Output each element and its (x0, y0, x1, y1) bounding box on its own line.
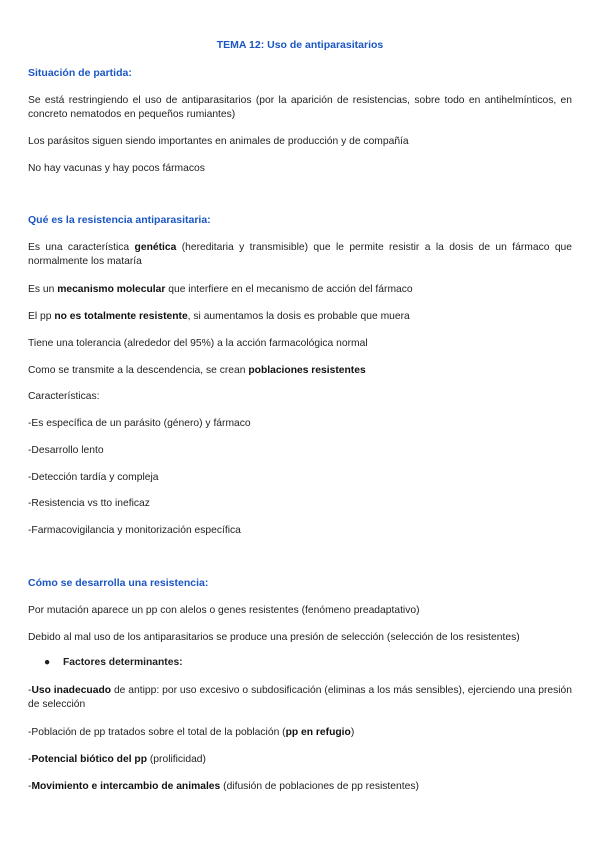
paragraph: Es un mecanismo molecular que interfiere en el mecanismo de acción del fármaco (28, 284, 413, 295)
paragraph: -Movimiento e intercambio de animales (difusión de poblaciones de pp resistentes) (28, 781, 419, 792)
paragraph: -Población de pp tratados sobre el total de la población (pp en refugio) (28, 727, 355, 738)
paragraph: No hay vacunas y hay pocos fármacos (28, 163, 205, 174)
heading-situacion: Situación de partida: (28, 67, 132, 79)
document-title: TEMA 12: Uso de antiparasitarios (216, 39, 384, 51)
list-item: -Resistencia vs tto ineficaz (28, 498, 150, 509)
paragraph: Debido al mal uso de los antiparasitarios se produce una presión de selección (selección de los resistentes) (28, 632, 520, 643)
paragraph: Características: (28, 391, 100, 402)
bullet-icon: ● (44, 657, 51, 668)
heading-resistencia: Qué es la resistencia antiparasitaria: (28, 214, 211, 226)
paragraph: Es una característica genética (hereditaria y transmisible) que le permite resistir a la dosis de un fármaco que normalmente los mataría (28, 242, 572, 267)
paragraph: Tiene una tolerancia (alrededor del 95%) a la acción farmacológica normal (28, 338, 368, 349)
paragraph: Los parásitos siguen siendo importantes en animales de producción y de compañía (28, 136, 409, 147)
paragraph: -Potencial biótico del pp (prolificidad) (28, 754, 206, 765)
paragraph: -Uso inadecuado de antipp: por uso excesivo o subdosificación (eliminas a los más sensibles), ejerciendo una presión de selección (28, 685, 572, 710)
heading-desarrollo: Cómo se desarrolla una resistencia: (28, 577, 209, 589)
list-item: -Desarrollo lento (28, 445, 104, 456)
paragraph: Se está restringiendo el uso de antiparasitarios (por la aparición de resistencias, sobre todo en antihelmínticos, en concreto nematodos en pequeños rumiantes) (28, 95, 572, 120)
paragraph: Como se transmite a la descendencia, se crean poblaciones resistentes (28, 365, 366, 376)
list-item: -Farmacovigilancia y monitorización específica (28, 525, 241, 536)
list-item: -Es específica de un parásito (género) y fármaco (28, 418, 251, 429)
bullet-item: ● Factores determinantes: (44, 657, 183, 668)
paragraph: El pp no es totalmente resistente, si aumentamos la dosis es probable que muera (28, 311, 410, 322)
paragraph: Por mutación aparece un pp con alelos o genes resistentes (fenómeno preadaptativo) (28, 605, 420, 616)
list-item: -Detección tardía y compleja (28, 472, 159, 483)
